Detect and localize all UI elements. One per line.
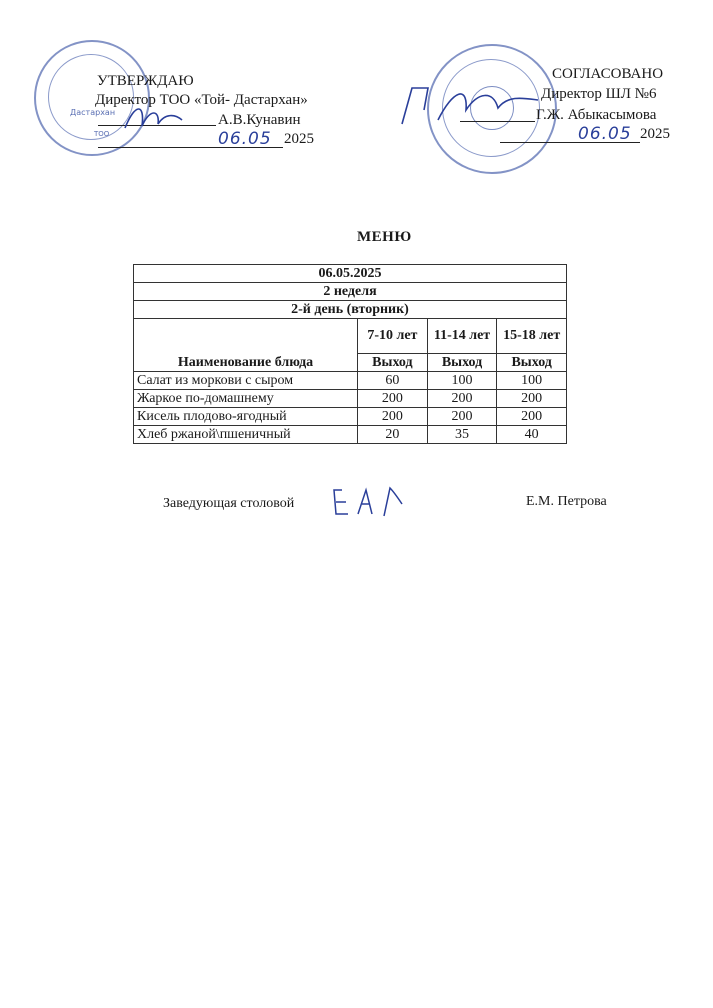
table-week: 2 неделя <box>134 283 567 301</box>
table-row <box>134 426 567 444</box>
portion-value: 60 <box>358 372 428 390</box>
table-day: 2-й день (вторник) <box>134 301 567 319</box>
footer-signature <box>328 484 410 520</box>
table-date-row <box>134 265 567 283</box>
column-header-output: Выход <box>358 354 428 372</box>
agree-heading: СОГЛАСОВАНО <box>552 66 664 82</box>
table-row <box>134 408 567 426</box>
dish-name: Хлеб ржаной\пшеничный <box>134 426 358 444</box>
footer-name: Е.М. Петрова <box>526 494 607 509</box>
approve-name: А.В.Кунавин <box>218 112 301 128</box>
agree-year: 2025 <box>640 126 670 142</box>
table-day-row <box>134 301 567 319</box>
dish-name: Салат из моркови с сыром <box>134 372 358 390</box>
portion-value: 20 <box>358 426 428 444</box>
agree-signature <box>398 80 548 130</box>
column-header-age-3: 15-18 лет <box>497 319 567 354</box>
portion-value: 200 <box>358 390 428 408</box>
portion-value: 200 <box>358 408 428 426</box>
approve-position: Директор ТОО «Той- Дастархан» <box>95 92 308 108</box>
footer-role: Заведующая столовой <box>163 496 295 511</box>
agree-position: Директор ШЛ №6 <box>541 86 657 102</box>
table-age-row <box>134 319 567 354</box>
dish-name: Кисель плодово-ягодный <box>134 408 358 426</box>
table-week-row <box>134 283 567 301</box>
portion-value: 100 <box>427 372 497 390</box>
left-stamp-text-2: ТОО <box>94 130 110 138</box>
table-row <box>134 390 567 408</box>
portion-value: 200 <box>427 390 497 408</box>
menu-table <box>133 264 567 444</box>
table-date: 06.05.2025 <box>134 265 567 283</box>
portion-value: 40 <box>497 426 567 444</box>
agree-date-handwritten: 06.05 <box>578 124 632 144</box>
column-header-dish: Наименование блюда <box>134 319 358 372</box>
portion-value: 100 <box>497 372 567 390</box>
approve-heading: УТВЕРЖДАЮ <box>97 73 194 89</box>
dish-name: Жаркое по-домашнему <box>134 390 358 408</box>
portion-value: 200 <box>427 408 497 426</box>
column-header-output: Выход <box>497 354 567 372</box>
document-title: МЕНЮ <box>357 229 412 245</box>
portion-value: 35 <box>427 426 497 444</box>
table-row <box>134 372 567 390</box>
column-header-age-1: 7-10 лет <box>358 319 428 354</box>
agree-name: Г.Ж. Абыкасымова <box>536 107 657 123</box>
portion-value: 200 <box>497 408 567 426</box>
column-header-output: Выход <box>427 354 497 372</box>
left-stamp-text: Дастархан <box>70 108 116 117</box>
approve-year: 2025 <box>284 131 314 147</box>
column-header-age-2: 11-14 лет <box>427 319 497 354</box>
approve-signature <box>120 98 190 138</box>
approve-date-handwritten: 06.05 <box>218 129 272 149</box>
portion-value: 200 <box>497 390 567 408</box>
